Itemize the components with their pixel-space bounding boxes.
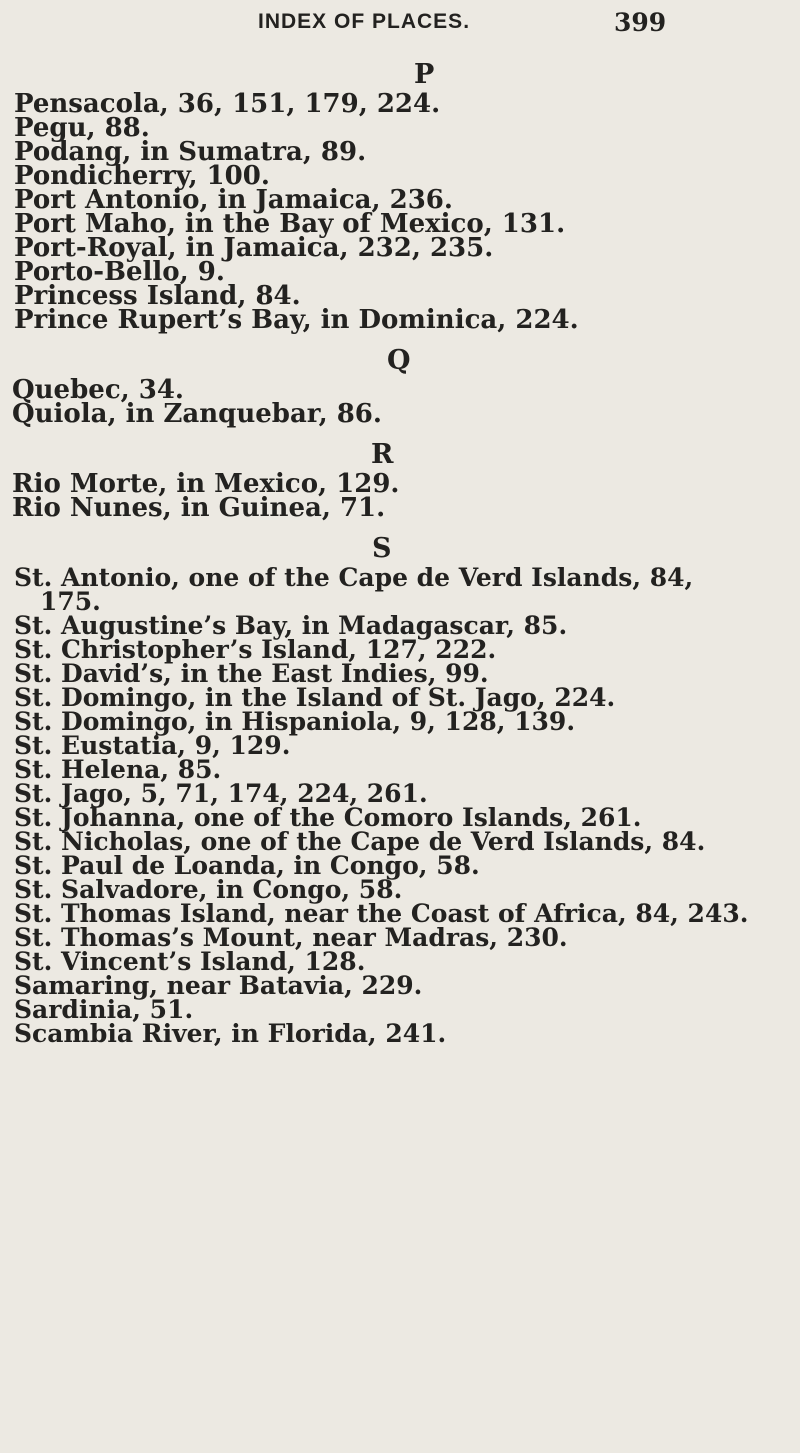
index-entry-continuation: 175. (40, 587, 101, 616)
section-letter: Q (387, 345, 411, 376)
section-letter: R (371, 439, 394, 470)
index-entry: St. Domingo, in the Island of St. Jago, 224. (14, 683, 616, 712)
index-entry: St. Nicholas, one of the Cape de Verd Islands, 84. (14, 827, 706, 856)
section-r (0, 439, 800, 523)
index-entry: Sardinia, 51. (14, 995, 194, 1024)
section-p (0, 59, 800, 335)
index-entry: St. Salvadore, in Congo, 58. (14, 875, 403, 904)
index-entry: Rio Nunes, in Guinea, 71. (12, 493, 386, 523)
index-entry: St. Thomas Island, near the Coast of Africa, 84, 243. (14, 899, 749, 928)
index-entry: St. Paul de Loanda, in Congo, 58. (14, 851, 480, 880)
index-entry: St. David’s, in the East Indies, 99. (14, 659, 489, 688)
section-letter: S (372, 533, 392, 564)
running-title: INDEX OF PLACES. (258, 10, 471, 33)
section-letter: P (414, 59, 435, 90)
index-entry: Port Maho, in the Bay of Mexico, 131. (14, 209, 566, 239)
index-entry: Pondicherry, 100. (14, 161, 270, 191)
index-entry: St. Helena, 85. (14, 755, 222, 784)
index-entry: Prince Rupert’s Bay, in Dominica, 224. (14, 305, 579, 335)
index-entry: Port-Royal, in Jamaica, 232, 235. (14, 233, 494, 263)
index-entry: St. Thomas’s Mount, near Madras, 230. (14, 923, 568, 952)
index-entry: St. Domingo, in Hispaniola, 9, 128, 139. (14, 707, 576, 736)
index-entry: St. Eustatia, 9, 129. (14, 731, 291, 760)
index-entry: Samaring, near Batavia, 229. (14, 971, 423, 1000)
section-q (0, 345, 800, 429)
index-entry: Quiola, in Zanquebar, 86. (12, 399, 382, 429)
page-number: 399 (614, 8, 667, 37)
section-s (0, 534, 800, 1046)
index-entry: Podang, in Sumatra, 89. (14, 137, 367, 167)
page-header (0, 4, 800, 44)
index-entry: Rio Morte, in Mexico, 129. (12, 469, 400, 499)
index-entry: Scambia River, in Florida, 241. (14, 1019, 447, 1048)
index-body (0, 60, 800, 1060)
index-entry: St. Vincent’s Island, 128. (14, 947, 366, 976)
index-entry: Porto-Bello, 9. (14, 257, 225, 287)
index-entry: St. Jago, 5, 71, 174, 224, 261. (14, 779, 428, 808)
index-entry: Quebec, 34. (12, 375, 184, 405)
index-entry: Port Antonio, in Jamaica, 236. (14, 185, 453, 215)
index-entry: St. Augustine’s Bay, in Madagascar, 85. (14, 611, 568, 640)
index-entry: St. Johanna, one of the Comoro Islands, 261. (14, 803, 642, 832)
index-entry: Pensacola, 36, 151, 179, 224. (14, 89, 441, 119)
index-entry: Princess Island, 84. (14, 281, 301, 311)
index-entry: St. Antonio, one of the Cape de Verd Islands, 84, (14, 563, 694, 592)
index-entry: St. Christopher’s Island, 127, 222. (14, 635, 497, 664)
index-entry: Pegu, 88. (14, 113, 150, 143)
